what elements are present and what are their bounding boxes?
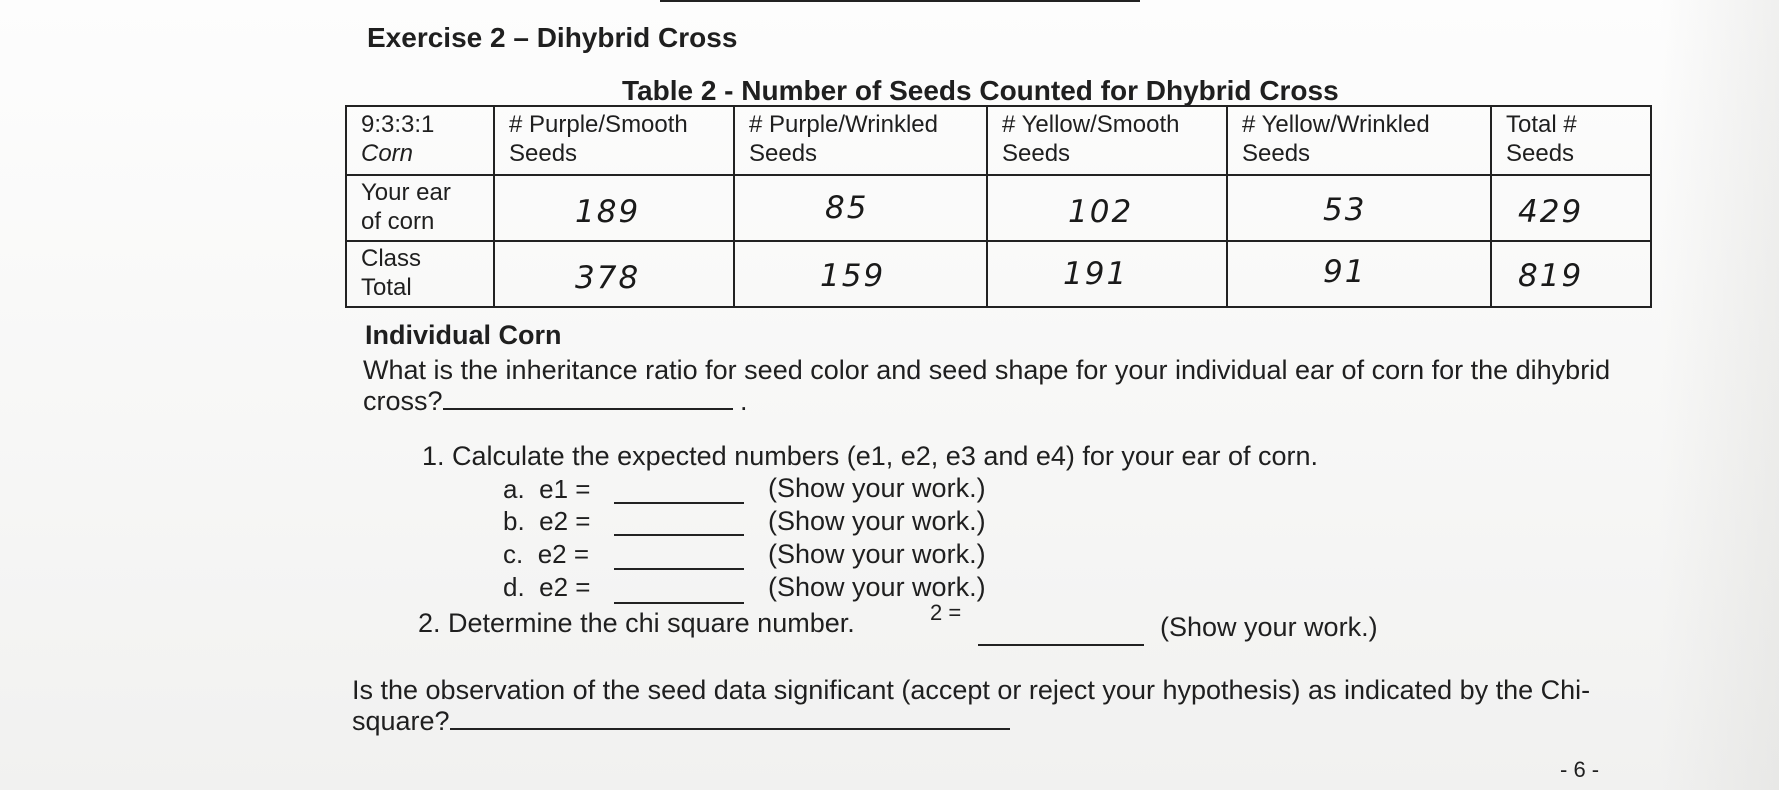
inheritance-ratio-question [363, 355, 1663, 417]
sub-item-d [503, 572, 590, 603]
row-label-your-ear [346, 175, 494, 241]
chi-square-symbol: 2 = [930, 600, 962, 625]
sub-item-a [503, 474, 590, 505]
header-text: # Purple/Smooth [509, 111, 688, 138]
cell-your-ear-total[interactable] [1491, 175, 1651, 241]
cell-your-ear-yellow-smooth[interactable] [987, 175, 1227, 241]
header-cell-total [1491, 106, 1651, 175]
significance-question [352, 675, 1652, 737]
page-number: - 6 - [1560, 757, 1600, 782]
handwritten-value: 378 [575, 260, 641, 296]
cell-your-ear-yellow-wrinkled[interactable] [1227, 175, 1491, 241]
sub-label: c. [503, 539, 524, 569]
exercise-heading: Exercise 2 – Dihybrid Cross [367, 22, 738, 53]
handwritten-value: 85 [825, 190, 869, 226]
table-row-your-ear [346, 175, 1651, 241]
handwritten-value: 429 [1518, 194, 1584, 230]
handwritten-value: 53 [1323, 192, 1367, 228]
header-text: Seeds [749, 140, 818, 167]
header-text: Seeds [509, 140, 578, 167]
answer-blank-e3[interactable] [614, 542, 744, 570]
sub-label: a. [503, 474, 525, 504]
cell-your-ear-purple-smooth[interactable] [494, 175, 734, 241]
seed-count-table [345, 105, 1652, 308]
sub-var: e1 = [539, 474, 591, 504]
answer-blank-ratio[interactable] [443, 408, 733, 410]
header-text: Corn [361, 140, 414, 167]
handwritten-value: 159 [820, 258, 886, 294]
row-label-text: Class [361, 245, 422, 272]
show-work-chi: (Show your work.) [1160, 612, 1378, 642]
header-text: Seeds [1002, 140, 1071, 167]
header-text: Seeds [1506, 140, 1575, 167]
show-work-c: (Show your work.) [768, 539, 986, 569]
header-cell-purple-smooth [494, 106, 734, 175]
answer-blank-e1[interactable] [614, 476, 744, 504]
handwritten-value: 819 [1518, 258, 1584, 294]
row-label-text: of corn [361, 208, 435, 235]
header-cell-yellow-smooth [987, 106, 1227, 175]
header-text: # Yellow/Smooth [1002, 111, 1180, 138]
show-work-d: (Show your work.) [768, 572, 986, 602]
header-text: Total # [1506, 111, 1577, 138]
cell-class-yellow-smooth[interactable] [987, 241, 1227, 307]
header-text: # Purple/Wrinkled [749, 111, 938, 138]
row-label-text: Total [361, 274, 412, 301]
cell-class-yellow-wrinkled[interactable] [1227, 241, 1491, 307]
sub-var: e2 = [539, 506, 591, 536]
header-cell-yellow-wrinkled [1227, 106, 1491, 175]
show-work-b: (Show your work.) [768, 506, 986, 536]
header-text: Seeds [1242, 140, 1311, 167]
step-1-text: 1. Calculate the expected numbers (e1, e2, e3 and e4) for your ear of corn. [422, 441, 1319, 471]
cell-your-ear-purple-wrinkled[interactable] [734, 175, 987, 241]
question-end: . [740, 386, 748, 416]
table-row-class-total [346, 241, 1651, 307]
row-label-class-total [346, 241, 494, 307]
question-text: What is the inheritance ratio for seed color and seed shape for your individual ear of corn for the dihybrid cross? [363, 355, 1611, 416]
header-text: 9:3:3:1 [361, 111, 435, 138]
handwritten-value: 102 [1068, 194, 1134, 230]
sub-item-c [503, 539, 589, 570]
cell-class-purple-wrinkled[interactable] [734, 241, 987, 307]
page-shadow [1659, 0, 1779, 790]
answer-blank-significance[interactable] [450, 728, 1010, 730]
top-answer-line [660, 0, 1140, 2]
sub-item-b [503, 506, 590, 537]
sub-label: b. [503, 506, 525, 536]
question-text: Is the observation of the seed data significant (accept or reject your hypothesis) as indicated by the Chi-square? [352, 675, 1591, 736]
answer-blank-chi-square[interactable] [978, 618, 1144, 646]
handwritten-value: 91 [1323, 254, 1367, 290]
cell-class-total[interactable] [1491, 241, 1651, 307]
table-header-row [346, 106, 1651, 175]
header-text: # Yellow/Wrinkled [1242, 111, 1430, 138]
header-cell-ratio [346, 106, 494, 175]
table-title: Table 2 - Number of Seeds Counted for Dhybrid Cross [622, 75, 1339, 106]
answer-blank-e4[interactable] [614, 576, 744, 604]
sub-var: e2 = [537, 539, 590, 569]
header-cell-purple-wrinkled [734, 106, 987, 175]
handwritten-value: 191 [1063, 256, 1129, 292]
cell-class-purple-smooth[interactable] [494, 241, 734, 307]
show-work-a: (Show your work.) [768, 473, 986, 503]
step-2-text: 2. Determine the chi square number. [418, 608, 855, 638]
sub-var: e2 = [539, 572, 591, 602]
row-label-text: Your ear [361, 179, 451, 206]
sub-label: d. [503, 572, 525, 602]
handwritten-value: 189 [575, 194, 641, 230]
answer-blank-e2[interactable] [614, 508, 744, 536]
section-title-individual: Individual Corn [365, 320, 562, 350]
